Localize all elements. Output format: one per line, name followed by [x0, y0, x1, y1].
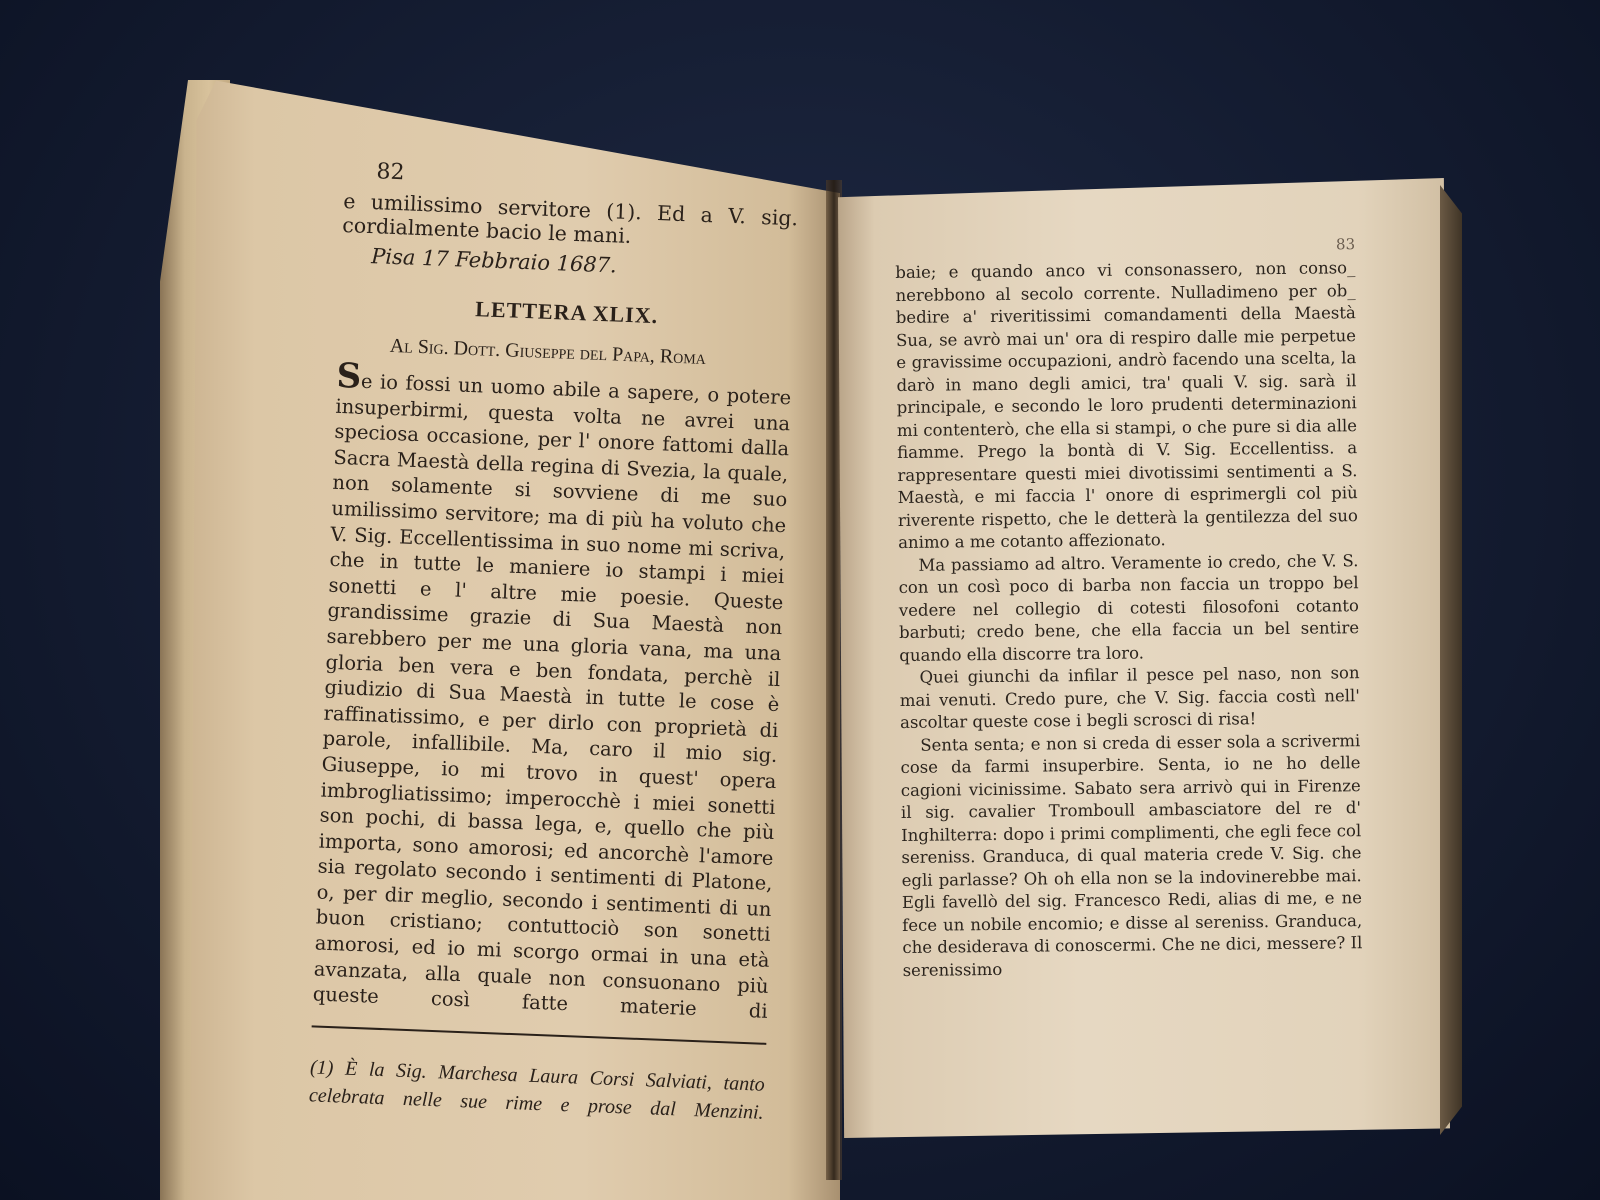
right-cover-edge: [1440, 185, 1462, 1135]
letter-body: [312, 355, 792, 1025]
page-number-left: 82: [376, 159, 405, 186]
footnote: (1) È la Sig. Marchesa Laura Corsi Salviati, tanto celebrata nelle sue rime e prose dal Menzini.: [308, 1056, 766, 1124]
letter-body-text: e io fossi un uomo abile a sapere, o potere insuperbirmi, questa volta ne avrei una speciosa occasione, per l' onore fattomi dalla Sacra Maestà della regina di Svezia, la quale, non solamente si sovviene di me suo umilissimo servitore; ma di più ha voluto che V. Sig. Eccellentissima in suo nome mi scriva, che in tutte le maniere io stampi i miei sonetti e l' altre mie poesie. Queste grandissime grazie di Sua Maestà non sarebbero per me una gloria vana, ma una gloria ben vera e ben fondata, perchè il giudizio di Sua Maestà in tutte le cose è raffinatissimo, e per dirlo con proprietà di parole, infallibile. Ma, caro il mio sig. Giuseppe, io mi trovo in quest' opera imbrogliatissimo; imperocchè i miei sonetti son pochi, di bassa lega, e, quello che più importa, sono amorosi; ed ancorchè l'amore sia regolato secondo i sentimenti di Platone, o, per dir meglio, secondo i sentimenti di un buon cristiano; contuttociò son sonetti amorosi, ed io mi scorgo ormai in una età avanzata, alla quale non consuonano più queste così fatte materie di: [312, 369, 792, 1024]
right-page-text: [895, 235, 1363, 982]
letter-addressee: Al Sig. Dott. Giuseppe del Papa, Roma: [389, 334, 707, 369]
paragraph: baie; e quando anco vi consonassero, non conso_ nerebbono al secolo corrente. Nulladimeno per ob_ bedire a' riveritissimi comandamenti della Maestà Sua, se avrò mai un' ora di respiro dalle mie perpetue e gravissime occupazioni, andrò facendo una scelta, la darò in mano degli amici, tra' quali V. sig. sarà il principale, e secondo le loro prudenti determinazioni mi contenterò, che ella si stampi, o che pure si dia alle fiamme. Prego la bontà di V. Sig. Eccellentiss. a rappresentare questi miei divotissimi sentimenti a S. Maestà, e mi faccia l' onore di esprimergli col più riverente rispetto, che le detterà la gentilezza del suo animo a me cotanto affezionato.: [895, 258, 1359, 552]
dateline: Pisa 17 Febbraio 1687.: [370, 244, 618, 278]
paragraph: Senta senta; e non si creda di esser sola a scrivermi cose da farmi insuperbire. Senta, io ne ho delle cagioni vicinissime. Sabato sera arrivò qui in Firenze il sig. cavalier Tromboull ambasciatore del re d' Inghilterra: dopo i primi complimenti, che egli fece col sereniss. Granduca, di qual materia crede V. Sig. che egli parlasse? Oh oh ella non se la indovinerebbe mai. Egli favellò del sig. Francesco Redi, alias di me, e ne fece un nobile encomio; e disse al sereniss. Granduca, che desiderava di conoscermi. Che ne dici, messere? Il serenissimo: [900, 730, 1363, 980]
drop-cap: S: [335, 355, 362, 397]
page-number-right: 83: [1335, 235, 1356, 254]
left-page-text: [308, 158, 799, 1127]
paragraph: Quei giunchi da infilar il pesce pel naso, non son mai venuti. Credo pure, che V. Sig. faccia costì nell' ascoltar queste cose i begli scrosci di risa!: [899, 663, 1360, 732]
paragraph: Ma passiamo ad altro. Veramente io credo, che V. S. con un così poco di barba non faccia un troppo bel vedere nel collegio di cotesti filosofoni cotanto barbuti; credo bene, che ella faccia un bel sentire quando ella discorre tra loro.: [898, 550, 1360, 665]
letter-heading: LETTERA XLIX.: [474, 296, 659, 329]
continuation-text: e umilissimo servitore (1). Ed a V. sig. cordialmente bacio le mani.: [341, 188, 799, 249]
footnote-rule: [312, 1025, 767, 1044]
